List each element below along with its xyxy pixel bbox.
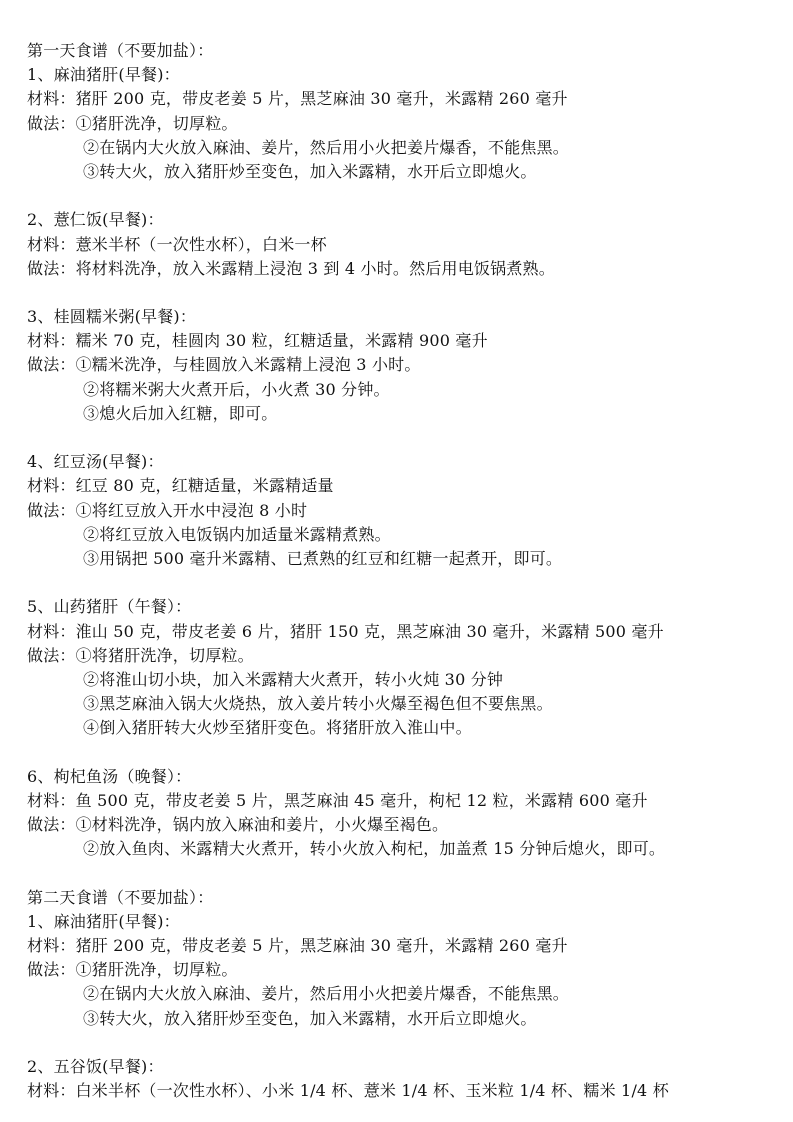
method-line [27, 813, 787, 837]
materials-line [27, 87, 787, 111]
method-step: ②将淮山切小块，加入米露精大火煮开，转小火炖 30 分钟 [83, 669, 504, 689]
day2-title: 第二天食谱（不要加盐）： [27, 887, 214, 907]
recipe-title: 1、麻油猪肝(早餐)： [27, 911, 180, 931]
recipe-title: 6、枸杞鱼汤（晚餐）： [27, 766, 192, 786]
recipe-title: 2、五谷饭(早餐)： [27, 1056, 164, 1076]
materials-text: 糯米 70 克，桂圆肉 30 粒，红糖适量，米露精 900 毫升 [75, 331, 488, 351]
materials-label: 材料： [27, 89, 76, 109]
materials-line [27, 620, 787, 644]
materials-label: 材料： [27, 935, 76, 955]
materials-text: 薏米半杯（一次性水杯），白米一杯 [75, 234, 327, 254]
recipe-document [27, 39, 787, 1103]
materials-text: 白米半杯（一次性水杯）、小米 1/4 杯、薏米 1/4 杯、玉米粒 1/4 杯、糯米 1/4 杯 [75, 1081, 669, 1101]
materials-text: 鱼 500 克，带皮老姜 5 片，黑芝麻油 45 毫升，枸杞 12 粒，米露精 600 毫升 [75, 790, 648, 810]
method-step: ①猪肝洗净，切厚粒。 [75, 960, 238, 980]
method-line [27, 353, 787, 377]
materials-label: 材料： [27, 621, 76, 641]
materials-label: 材料： [27, 790, 76, 810]
method-label: 做法： [27, 258, 76, 278]
materials-label: 材料： [27, 234, 76, 254]
method-step: ①糯米洗净，与桂圆放入米露精上浸泡 3 小时。 [75, 355, 421, 375]
materials-line [27, 789, 787, 813]
materials-text: 淮山 50 克，带皮老姜 6 片，猪肝 150 克，黑芝麻油 30 毫升，米露精 500 毫升 [75, 621, 664, 641]
method-step: ③黑芝麻油入锅大火烧热，放入姜片转小火爆至褐色但不要焦黑。 [83, 694, 553, 714]
method-label: 做法： [27, 113, 76, 133]
materials-line [27, 233, 787, 257]
method-label: 做法： [27, 500, 76, 520]
recipe-title: 1、麻油猪肝(早餐)： [27, 65, 180, 85]
day1-title: 第一天食谱（不要加盐）： [27, 41, 214, 60]
method-line [27, 112, 787, 136]
method-step: ①猪肝洗净，切厚粒。 [75, 113, 238, 133]
method-step: ①将红豆放入开水中浸泡 8 小时 [75, 500, 308, 520]
method-step: ②放入鱼肉、米露精大火煮开，转小火放入枸杞，加盖煮 15 分钟后熄火，即可。 [83, 839, 666, 859]
materials-text: 红豆 80 克，红糖适量，米露精适量 [75, 476, 334, 496]
recipe-title: 3、桂圆糯米粥(早餐)： [27, 307, 197, 327]
materials-line [27, 329, 787, 353]
method-step: 将材料洗净，放入米露精上浸泡 3 到 4 小时。然后用电饭锅煮熟。 [75, 258, 555, 278]
materials-line [27, 1079, 787, 1103]
materials-text: 猪肝 200 克，带皮老姜 5 片，黑芝麻油 30 毫升，米露精 260 毫升 [75, 89, 568, 109]
method-step: ④倒入猪肝转大火炒至猪肝变色。将猪肝放入淮山中。 [83, 718, 472, 738]
method-line [27, 958, 787, 982]
method-step: ①将猪肝洗净，切厚粒。 [75, 645, 254, 665]
method-label: 做法： [27, 645, 76, 665]
method-step: ②将红豆放入电饭锅内加适量米露精煮熟。 [83, 524, 391, 544]
materials-label: 材料： [27, 331, 76, 351]
materials-label: 材料： [27, 1081, 76, 1101]
method-step: ①材料洗净，锅内放入麻油和姜片，小火爆至褐色。 [75, 815, 449, 834]
method-label: 做法： [27, 960, 76, 980]
recipe-title: 4、红豆汤(早餐)： [27, 452, 164, 472]
materials-text: 猪肝 200 克，带皮老姜 5 片，黑芝麻油 30 毫升，米露精 260 毫升 [75, 935, 568, 955]
materials-label: 材料： [27, 476, 76, 496]
method-label: 做法： [27, 355, 76, 375]
method-line [27, 499, 787, 523]
method-step: ③用锅把 500 毫升米露精、已煮熟的红豆和红糖一起煮开，即可。 [83, 548, 563, 568]
materials-line [27, 474, 787, 498]
method-step: ③熄火后加入红糖，即可。 [83, 403, 278, 423]
method-line [27, 257, 787, 281]
method-step: ②在锅内大火放入麻油、姜片，然后用小火把姜片爆香，不能焦黑。 [83, 984, 570, 1004]
recipe-title: 2、薏仁饭(早餐)： [27, 210, 164, 230]
method-step: ③转大火，放入猪肝炒至变色，加入米露精，水开后立即熄火。 [83, 1008, 537, 1028]
method-label: 做法： [27, 815, 76, 834]
recipe-title: 5、山药猪肝（午餐）： [27, 597, 192, 617]
method-line [27, 644, 787, 668]
materials-line [27, 934, 787, 958]
method-step: ②在锅内大火放入麻油、姜片，然后用小火把姜片爆香，不能焦黑。 [83, 137, 570, 157]
method-step: ②将糯米粥大火煮开后，小火煮 30 分钟。 [83, 379, 390, 399]
method-step: ③转大火，放入猪肝炒至变色，加入米露精，水开后立即熄火。 [83, 161, 537, 181]
